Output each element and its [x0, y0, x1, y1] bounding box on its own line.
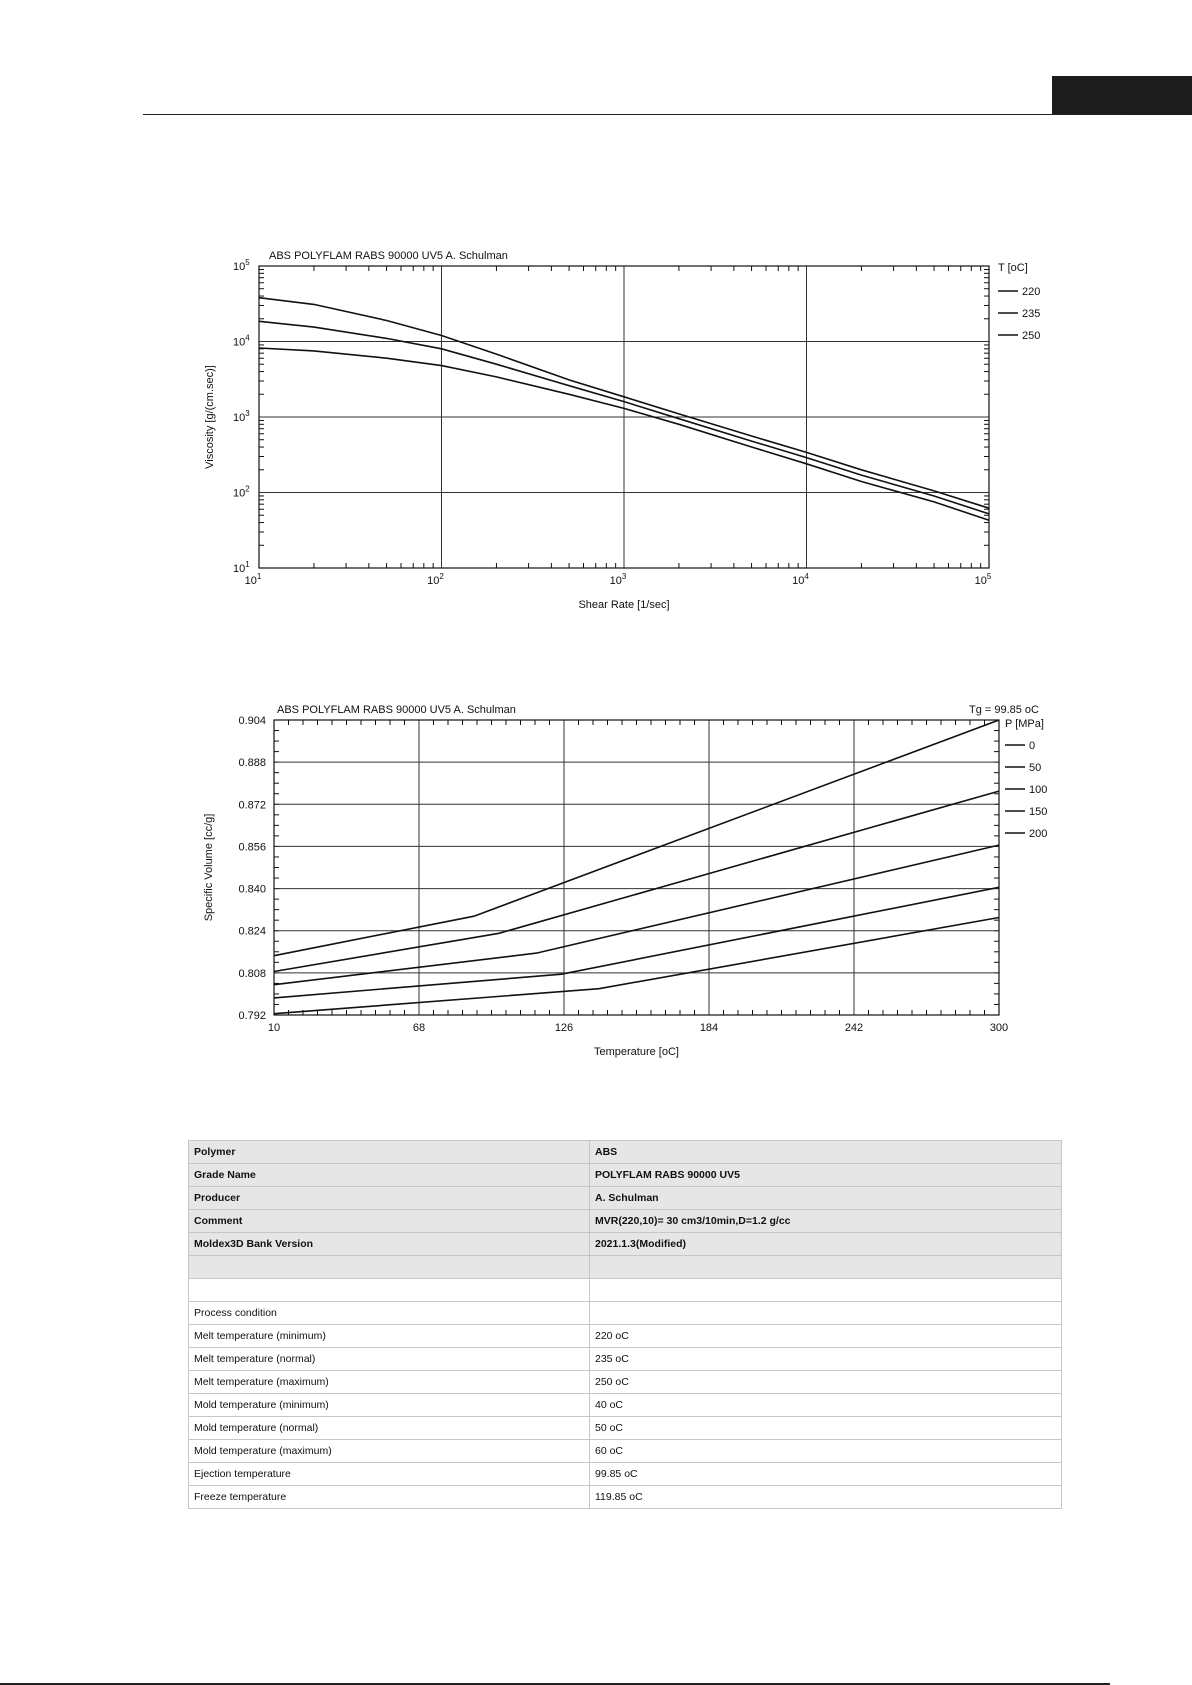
table-row: [189, 1302, 1062, 1325]
series-line-200: [274, 918, 999, 1014]
y-tick-label: 0.792: [238, 1010, 266, 1022]
tg-annotation: Tg = 99.85 oC: [968, 704, 1039, 716]
table-row: [189, 1233, 1062, 1256]
row-label: Comment: [189, 1210, 590, 1233]
table-row: [189, 1417, 1062, 1440]
table-row: [189, 1463, 1062, 1486]
chart-title: ABS POLYFLAM RABS 90000 UV5 A. Schulman: [277, 704, 516, 716]
x-tick-label: 300: [989, 1022, 1009, 1034]
legend-label: 220: [1022, 286, 1041, 298]
row-label: Freeze temperature: [189, 1486, 590, 1509]
chart-title: ABS POLYFLAM RABS 90000 UV5 A. Schulman: [269, 250, 508, 262]
table-row: [189, 1371, 1062, 1394]
x-tick-label: $10^5$: [974, 572, 992, 587]
row-label: [189, 1279, 590, 1302]
row-value: ABS: [590, 1141, 1062, 1164]
table-row: [189, 1141, 1062, 1164]
y-tick-label: $10^1$: [233, 560, 250, 575]
row-label: Moldex3D Bank Version: [189, 1233, 590, 1256]
row-label: Ejection temperature: [189, 1463, 590, 1486]
row-value: [590, 1279, 1062, 1302]
header-rule: [143, 114, 1121, 115]
y-tick-label: $10^2$: [233, 484, 250, 500]
material-spec-table: [188, 1140, 1062, 1509]
table-row: [189, 1164, 1062, 1187]
row-value: A. Schulman: [590, 1187, 1062, 1210]
y-tick-label: 0.904: [238, 715, 266, 727]
y-tick-label: 0.888: [238, 757, 266, 770]
row-value: [590, 1302, 1062, 1325]
x-tick-label: 68: [412, 1022, 426, 1034]
x-tick-label: 10: [267, 1022, 281, 1034]
row-label: Mold temperature (normal): [189, 1417, 590, 1440]
row-label: Melt temperature (maximum): [189, 1371, 590, 1394]
row-value: 235 oC: [590, 1348, 1062, 1371]
row-label: Grade Name: [189, 1164, 590, 1187]
legend-label: 100: [1029, 784, 1048, 796]
x-tick-label: $10^1$: [244, 572, 262, 587]
y-tick-label: $10^3$: [233, 409, 250, 424]
table-row: [189, 1325, 1062, 1348]
x-tick-label: 126: [554, 1022, 574, 1034]
row-value: 60 oC: [590, 1440, 1062, 1463]
table-row: [189, 1394, 1062, 1417]
row-value: 250 oC: [590, 1371, 1062, 1394]
row-value: 2021.1.3(Modified): [590, 1233, 1062, 1256]
legend-title: T [oC]: [998, 262, 1028, 274]
row-label: Mold temperature (maximum): [189, 1440, 590, 1463]
row-label: Polymer: [189, 1141, 590, 1164]
y-tick-label: 0.840: [238, 883, 266, 896]
table-row: [189, 1187, 1062, 1210]
table-row: [189, 1256, 1062, 1279]
table-row: [189, 1440, 1062, 1463]
y-axis-label: Viscosity [g/(cm.sec)]: [204, 365, 216, 469]
table-row: [189, 1210, 1062, 1233]
series-line-100: [274, 845, 999, 985]
legend-title: P [MPa]: [1005, 718, 1044, 730]
x-tick-label: $10^4$: [792, 572, 809, 587]
legend-label: 200: [1029, 828, 1048, 840]
row-label: Producer: [189, 1187, 590, 1210]
legend-label: 250: [1022, 330, 1041, 342]
x-tick-label: $10^2$: [427, 572, 444, 587]
row-label: Melt temperature (minimum): [189, 1325, 590, 1348]
y-axis-label: Specific Volume [cc/g]: [203, 813, 215, 922]
legend-label: 235: [1022, 308, 1041, 320]
corner-tab: [1052, 76, 1192, 115]
row-label: Mold temperature (minimum): [189, 1394, 590, 1417]
plot-frame: [274, 720, 999, 1015]
row-label: Process condition: [189, 1302, 590, 1325]
y-tick-label: 0.856: [238, 841, 266, 854]
table-row: [189, 1486, 1062, 1509]
y-tick-label: 0.824: [238, 925, 266, 938]
legend-label: 50: [1029, 762, 1042, 774]
table-row: [189, 1279, 1062, 1302]
row-value: 40 oC: [590, 1394, 1062, 1417]
y-tick-label: 0.872: [238, 799, 266, 812]
pvt-chart: [190, 690, 1080, 1090]
table-row: [189, 1348, 1062, 1371]
x-tick-label: 242: [844, 1022, 864, 1034]
series-line-50: [274, 791, 999, 971]
viscosity-chart: [190, 236, 1080, 646]
row-label: Melt temperature (normal): [189, 1348, 590, 1371]
legend-label: 150: [1029, 806, 1048, 818]
x-tick-label: 184: [699, 1022, 719, 1034]
y-tick-label: $10^5$: [233, 258, 250, 273]
row-value: 119.85 oC: [590, 1486, 1062, 1509]
row-label: [189, 1256, 590, 1279]
row-value: [590, 1256, 1062, 1279]
x-axis-label: Temperature [oC]: [594, 1046, 679, 1058]
row-value: 99.85 oC: [590, 1463, 1062, 1486]
x-axis-label: Shear Rate [1/sec]: [578, 599, 670, 611]
row-value: MVR(220,10)= 30 cm3/10min,D=1.2 g/cc: [590, 1210, 1062, 1233]
row-value: 50 oC: [590, 1417, 1062, 1440]
y-tick-label: 0.808: [238, 967, 266, 980]
series-line-0: [274, 720, 999, 956]
row-value: 220 oC: [590, 1325, 1062, 1348]
legend-label: 0: [1029, 740, 1036, 752]
row-value: POLYFLAM RABS 90000 UV5: [590, 1164, 1062, 1187]
x-tick-label: $10^3$: [609, 572, 627, 587]
y-tick-label: $10^4$: [233, 333, 250, 349]
